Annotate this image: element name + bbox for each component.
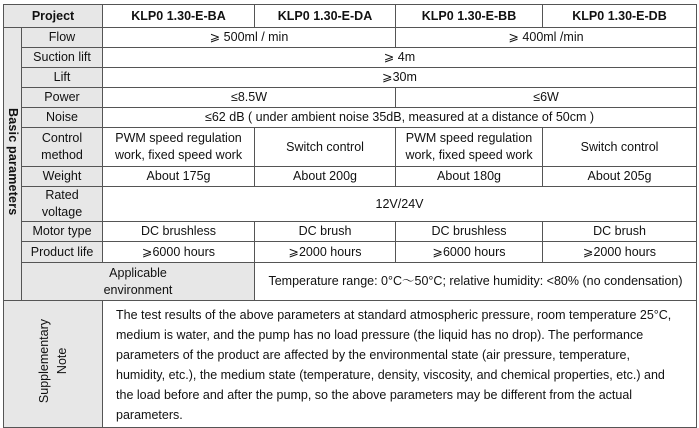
basic-parameters-group [4,28,22,301]
environment-value: Temperature range: 0°C～50°C; relative humidity: <80% (no condensation) [255,263,697,301]
environment-label-line2: environment [103,282,173,297]
control-method-label-line2: method [41,148,83,162]
weight-value: About 175g [103,167,255,187]
pwm-line2: work, fixed speed work [114,148,243,162]
control-value-pwm [396,128,543,167]
weight-row [4,167,697,187]
suction-lift-value: ⩾ 4m [103,48,697,68]
flow-value-a: ⩾ 500ml / min [103,28,396,48]
spec-table [3,4,697,428]
rated-voltage-value: 12V/24V [103,187,697,222]
product-life-value: ⩾2000 hours [255,242,396,263]
pwm-line1: PWM speed regulation [115,131,242,145]
environment-row [4,263,697,301]
pwm-line1: PWM speed regulation [405,131,533,145]
noise-value: ≤62 dB ( under ambient noise 35dB, measured at a distance of 50cm ) [103,108,697,128]
lift-value: ⩾30m [103,68,697,88]
motor-type-value: DC brush [543,222,697,242]
flow-label: Flow [22,28,103,48]
motor-type-value: DC brushless [103,222,255,242]
control-method-label-line1: Control [41,131,83,145]
control-value-switch: Switch control [255,128,396,167]
product-life-row [4,242,697,263]
control-value-pwm [103,128,255,167]
model-header: KLP0 1.30-E-BA [103,5,255,28]
motor-type-label: Motor type [22,222,103,242]
product-life-value: ⩾2000 hours [543,242,697,263]
note-row [4,301,697,428]
lift-label: Lift [22,68,103,88]
control-method-label [22,128,103,167]
power-value-a: ≤8.5W [103,88,396,108]
model-header: KLP0 1.30-E-DB [543,5,697,28]
weight-value: About 205g [543,167,697,187]
weight-label: Weight [22,167,103,187]
suction-lift-row [4,48,697,68]
power-row [4,88,697,108]
product-life-value: ⩾6000 hours [103,242,255,263]
control-value-switch: Switch control [543,128,697,167]
environment-label [22,263,255,301]
model-header: KLP0 1.30-E-BB [396,5,543,28]
environment-label-line1: Applicable [109,265,167,280]
control-method-row [4,128,697,167]
supplementary-note-label-text [35,319,71,403]
noise-row [4,108,697,128]
weight-value: About 200g [255,167,396,187]
motor-type-value: DC brushless [396,222,543,242]
rated-voltage-label: Rated voltage [22,187,103,222]
lift-row [4,68,697,88]
pwm-line2: work, fixed speed work [405,148,533,162]
weight-value: About 180g [396,167,543,187]
flow-value-b: ⩾ 400ml /min [396,28,697,48]
supplementary-note-label [4,301,103,428]
product-life-value: ⩾6000 hours [396,242,543,263]
noise-label: Noise [22,108,103,128]
suction-lift-label: Suction lift [22,48,103,68]
power-value-b: ≤6W [396,88,697,108]
motor-type-row [4,222,697,242]
model-header: KLP0 1.30-E-DA [255,5,396,28]
header-row [4,5,697,28]
power-label: Power [22,88,103,108]
basic-parameters-label: Basic parameters [6,107,20,216]
rated-voltage-row [4,187,697,222]
supplementary-note-line1: Supplementary [37,319,51,404]
supplementary-note-line2: Note [55,348,69,375]
motor-type-value: DC brush [255,222,396,242]
flow-row [4,28,697,48]
product-life-label: Product life [22,242,103,263]
project-header: Project [4,5,103,28]
supplementary-note-text: The test results of the above parameters at standard atmospheric pressure, room temperature 25°C, medium is water, and the pump has no load pressure (the liquid has no drop). The performance parameters of the product are affected by the environmental state (air pressure, temperature, humidity, etc.), the medium state (temperature, density, viscosity, and chemical properties, etc.) and the load before and after the pump, so the above parameters may be different from the actual parameters. [103,301,697,428]
